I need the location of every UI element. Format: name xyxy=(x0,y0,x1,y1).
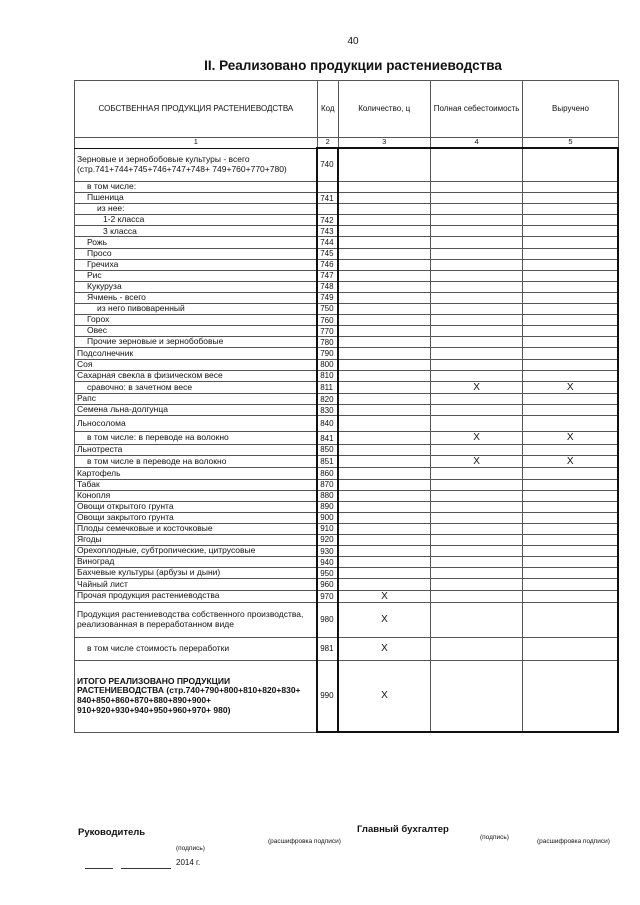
row-quantity xyxy=(338,326,430,337)
row-quantity xyxy=(338,359,430,370)
col-number: 4 xyxy=(430,138,523,149)
row-name: Овощи закрытого грунта xyxy=(75,512,318,523)
row-code: 800 xyxy=(317,359,338,370)
row-revenue: X xyxy=(523,381,618,394)
row-quantity: X xyxy=(338,638,430,661)
row-cost xyxy=(430,490,523,501)
row-revenue xyxy=(523,182,618,193)
row-revenue xyxy=(523,603,618,638)
row-name: Продукция растениеводства собственного производства, реализованная в переработанном виде xyxy=(75,603,318,638)
row-cost xyxy=(430,405,523,416)
row-cost xyxy=(430,259,523,270)
row-name: Виноград xyxy=(75,557,318,568)
column-numbers-row xyxy=(75,138,619,149)
row-name: в том числе в переводе на волокно xyxy=(75,455,318,468)
row-code: 940 xyxy=(317,557,338,568)
row-quantity xyxy=(338,535,430,546)
row-name: Овес xyxy=(75,326,318,337)
row-code: 744 xyxy=(317,237,338,248)
table-row xyxy=(75,661,619,733)
row-revenue: X xyxy=(523,455,618,468)
month-line xyxy=(121,868,171,869)
row-code: 960 xyxy=(317,579,338,590)
row-revenue xyxy=(523,512,618,523)
row-quantity: X xyxy=(338,661,430,733)
row-name: Конопля xyxy=(75,490,318,501)
row-cost xyxy=(430,315,523,326)
row-cost: X xyxy=(430,455,523,468)
row-quantity xyxy=(338,337,430,348)
row-revenue xyxy=(523,638,618,661)
table-row xyxy=(75,501,619,512)
row-revenue xyxy=(523,479,618,490)
row-cost xyxy=(430,579,523,590)
row-code: 820 xyxy=(317,394,338,405)
row-code: 760 xyxy=(317,315,338,326)
accountant-signature-caption: (подпись) xyxy=(480,834,509,841)
row-name: Рапс xyxy=(75,394,318,405)
row-name: Соя xyxy=(75,359,318,370)
table-row xyxy=(75,444,619,455)
row-quantity xyxy=(338,259,430,270)
row-name: Подсолнечник xyxy=(75,348,318,359)
table-row xyxy=(75,193,619,204)
row-quantity xyxy=(338,394,430,405)
row-quantity xyxy=(338,381,430,394)
row-name: Плоды семечковые и косточковые xyxy=(75,523,318,534)
header-quantity: Количество, ц xyxy=(338,81,430,138)
row-revenue xyxy=(523,557,618,568)
section-title: II. Реализовано продукции растениеводства xyxy=(204,58,502,73)
row-quantity: X xyxy=(338,603,430,638)
row-quantity xyxy=(338,215,430,226)
row-quantity xyxy=(338,455,430,468)
table-row xyxy=(75,394,619,405)
row-cost xyxy=(430,523,523,534)
table-row xyxy=(75,237,619,248)
row-name: Льносолома xyxy=(75,416,318,432)
row-name: 3 класса xyxy=(75,226,318,237)
row-cost xyxy=(430,348,523,359)
row-revenue xyxy=(523,248,618,259)
col-number: 2 xyxy=(317,138,338,149)
row-code: 900 xyxy=(317,512,338,523)
row-quantity xyxy=(338,501,430,512)
row-quantity xyxy=(338,193,430,204)
table-row xyxy=(75,468,619,479)
row-cost: X xyxy=(430,381,523,394)
row-name: Бахчевые культуры (арбузы и дыни) xyxy=(75,568,318,579)
row-quantity xyxy=(338,315,430,326)
row-cost xyxy=(430,394,523,405)
row-revenue xyxy=(523,579,618,590)
day-line xyxy=(85,868,113,869)
table-row xyxy=(75,512,619,523)
table-row xyxy=(75,226,619,237)
row-cost xyxy=(430,479,523,490)
row-quantity xyxy=(338,182,430,193)
row-revenue xyxy=(523,501,618,512)
row-name: Зерновые и зернобобовые культуры - всего (стр.741+744+745+746+747+748+ 749+760+770+780) xyxy=(75,148,318,182)
row-quantity xyxy=(338,405,430,416)
table-row xyxy=(75,579,619,590)
row-quantity xyxy=(338,148,430,182)
table-row xyxy=(75,304,619,315)
row-name: 1-2 класса xyxy=(75,215,318,226)
row-quantity xyxy=(338,546,430,557)
row-name: Чайный лист xyxy=(75,579,318,590)
row-cost xyxy=(430,204,523,215)
row-cost xyxy=(430,182,523,193)
row-quantity xyxy=(338,557,430,568)
row-name: Прочая продукция растениеводства xyxy=(75,590,318,603)
row-revenue xyxy=(523,337,618,348)
row-cost xyxy=(430,148,523,182)
table-row xyxy=(75,590,619,603)
row-name: Просо xyxy=(75,248,318,259)
row-revenue xyxy=(523,359,618,370)
table-row xyxy=(75,455,619,468)
row-name: Рожь xyxy=(75,237,318,248)
row-quantity xyxy=(338,416,430,432)
col-number: 5 xyxy=(523,138,618,149)
row-name: сравочно: в зачетном весе xyxy=(75,381,318,394)
row-code: 850 xyxy=(317,444,338,455)
header-name: СОБСТВЕННАЯ ПРОДУКЦИЯ РАСТЕНИЕВОДСТВА xyxy=(75,81,318,138)
table-row xyxy=(75,370,619,381)
row-cost xyxy=(430,292,523,303)
row-revenue xyxy=(523,416,618,432)
row-cost xyxy=(430,568,523,579)
table-row xyxy=(75,337,619,348)
row-quantity xyxy=(338,444,430,455)
table-row xyxy=(75,405,619,416)
row-cost xyxy=(430,270,523,281)
table-row xyxy=(75,182,619,193)
row-cost xyxy=(430,557,523,568)
row-quantity xyxy=(338,432,430,445)
row-cost xyxy=(430,281,523,292)
row-revenue xyxy=(523,259,618,270)
row-revenue xyxy=(523,546,618,557)
table-row xyxy=(75,535,619,546)
row-code: 860 xyxy=(317,468,338,479)
row-cost xyxy=(430,638,523,661)
row-revenue xyxy=(523,523,618,534)
row-name: ИТОГО РЕАЛИЗОВАНО ПРОДУКЦИИ РАСТЕНИЕВОДСТВА (стр.740+790+800+810+820+830+ 840+850+860+870+880+890+900+ 910+920+930+940+950+960+970+ 980) xyxy=(75,661,318,733)
row-code: 810 xyxy=(317,370,338,381)
row-revenue xyxy=(523,394,618,405)
row-name: Семена льна-долгунца xyxy=(75,405,318,416)
header-cost: Полная себестоимость xyxy=(430,81,523,138)
accountant-decode-caption: (расшифровка подписи) xyxy=(537,838,610,845)
row-code: 746 xyxy=(317,259,338,270)
table-row xyxy=(75,215,619,226)
row-name: Картофель xyxy=(75,468,318,479)
row-quantity xyxy=(338,248,430,259)
row-quantity xyxy=(338,490,430,501)
row-revenue xyxy=(523,326,618,337)
row-code: 920 xyxy=(317,535,338,546)
row-revenue xyxy=(523,204,618,215)
table-row xyxy=(75,546,619,557)
row-revenue xyxy=(523,270,618,281)
row-cost xyxy=(430,215,523,226)
row-cost xyxy=(430,326,523,337)
row-quantity xyxy=(338,304,430,315)
row-name: из него пивоваренный xyxy=(75,304,318,315)
row-code: 740 xyxy=(317,148,338,182)
row-revenue xyxy=(523,281,618,292)
row-cost xyxy=(430,237,523,248)
header-revenue: Выручено xyxy=(523,81,618,138)
row-code: 880 xyxy=(317,490,338,501)
row-code: 811 xyxy=(317,381,338,394)
row-code: 770 xyxy=(317,326,338,337)
row-quantity xyxy=(338,237,430,248)
table-row xyxy=(75,568,619,579)
row-quantity xyxy=(338,512,430,523)
row-cost xyxy=(430,370,523,381)
row-cost: X xyxy=(430,432,523,445)
table-row xyxy=(75,292,619,303)
row-name: из нее: xyxy=(75,204,318,215)
row-code: 890 xyxy=(317,501,338,512)
row-code: 981 xyxy=(317,638,338,661)
row-quantity xyxy=(338,479,430,490)
row-quantity xyxy=(338,370,430,381)
row-code: 749 xyxy=(317,292,338,303)
row-code: 742 xyxy=(317,215,338,226)
row-revenue xyxy=(523,226,618,237)
row-revenue xyxy=(523,535,618,546)
row-code: 930 xyxy=(317,546,338,557)
row-code: 748 xyxy=(317,281,338,292)
head-decode-caption: (расшифровка подписи) xyxy=(268,838,341,845)
row-cost xyxy=(430,248,523,259)
row-cost xyxy=(430,661,523,733)
row-revenue xyxy=(523,148,618,182)
row-quantity xyxy=(338,348,430,359)
production-table xyxy=(74,80,619,733)
row-name: Сахарная свекла в физическом весе xyxy=(75,370,318,381)
row-code: 790 xyxy=(317,348,338,359)
table-row xyxy=(75,148,619,182)
row-name: Гречиха xyxy=(75,259,318,270)
row-revenue xyxy=(523,348,618,359)
row-name: в том числе стоимость переработки xyxy=(75,638,318,661)
row-code: 830 xyxy=(317,405,338,416)
row-code: 910 xyxy=(317,523,338,534)
table-row xyxy=(75,416,619,432)
row-code: 745 xyxy=(317,248,338,259)
row-revenue xyxy=(523,444,618,455)
page-number: 40 xyxy=(347,36,359,47)
row-code: 841 xyxy=(317,432,338,445)
year-text: 2014 г. xyxy=(176,858,201,867)
row-cost xyxy=(430,359,523,370)
row-quantity xyxy=(338,468,430,479)
row-revenue xyxy=(523,468,618,479)
table-row xyxy=(75,523,619,534)
table-row xyxy=(75,204,619,215)
row-code: 741 xyxy=(317,193,338,204)
row-revenue xyxy=(523,237,618,248)
row-name: Пшеница xyxy=(75,193,318,204)
head-signature-caption: (подпись) xyxy=(176,845,205,852)
row-quantity xyxy=(338,226,430,237)
row-code: 851 xyxy=(317,455,338,468)
row-name: Орехоплодные, субтропические, цитрусовые xyxy=(75,546,318,557)
table-row xyxy=(75,248,619,259)
row-name: Горох xyxy=(75,315,318,326)
row-name: Ягоды xyxy=(75,535,318,546)
row-cost xyxy=(430,590,523,603)
table-row xyxy=(75,259,619,270)
row-cost xyxy=(430,337,523,348)
row-quantity xyxy=(338,292,430,303)
row-quantity xyxy=(338,204,430,215)
row-code: 970 xyxy=(317,590,338,603)
table-row xyxy=(75,381,619,394)
row-revenue xyxy=(523,193,618,204)
table-row xyxy=(75,270,619,281)
row-revenue xyxy=(523,292,618,303)
row-code: 990 xyxy=(317,661,338,733)
row-revenue xyxy=(523,661,618,733)
row-code: 950 xyxy=(317,568,338,579)
table-row xyxy=(75,348,619,359)
row-name: Кукуруза xyxy=(75,281,318,292)
row-code xyxy=(317,204,338,215)
row-code: 840 xyxy=(317,416,338,432)
row-revenue xyxy=(523,304,618,315)
row-name: Ячмень - всего xyxy=(75,292,318,303)
table-row xyxy=(75,432,619,445)
row-cost xyxy=(430,603,523,638)
row-quantity xyxy=(338,568,430,579)
table-row xyxy=(75,315,619,326)
table-row xyxy=(75,359,619,370)
row-cost xyxy=(430,512,523,523)
table-row xyxy=(75,281,619,292)
row-code xyxy=(317,182,338,193)
row-code: 743 xyxy=(317,226,338,237)
row-revenue xyxy=(523,490,618,501)
col-number: 1 xyxy=(75,138,318,149)
row-cost xyxy=(430,226,523,237)
row-revenue xyxy=(523,215,618,226)
row-code: 750 xyxy=(317,304,338,315)
row-quantity xyxy=(338,270,430,281)
row-cost xyxy=(430,546,523,557)
table-row xyxy=(75,557,619,568)
row-name: Табак xyxy=(75,479,318,490)
row-code: 747 xyxy=(317,270,338,281)
table-row xyxy=(75,479,619,490)
row-code: 780 xyxy=(317,337,338,348)
row-name: в том числе: xyxy=(75,182,318,193)
row-name: Рис xyxy=(75,270,318,281)
row-cost xyxy=(430,535,523,546)
row-cost xyxy=(430,304,523,315)
row-cost xyxy=(430,444,523,455)
row-revenue xyxy=(523,370,618,381)
row-code: 980 xyxy=(317,603,338,638)
row-quantity xyxy=(338,523,430,534)
accountant-label: Главный бухгалтер xyxy=(357,824,449,835)
row-quantity: X xyxy=(338,590,430,603)
row-revenue xyxy=(523,315,618,326)
row-code: 870 xyxy=(317,479,338,490)
table-row xyxy=(75,638,619,661)
row-name: Овощи открытого грунта xyxy=(75,501,318,512)
row-quantity xyxy=(338,579,430,590)
row-revenue xyxy=(523,590,618,603)
row-name: Льнотреста xyxy=(75,444,318,455)
row-name: Прочие зерновые и зернобобовые xyxy=(75,337,318,348)
row-name: в том числе: в переводе на волокно xyxy=(75,432,318,445)
row-cost xyxy=(430,501,523,512)
table-row xyxy=(75,326,619,337)
col-number: 3 xyxy=(338,138,430,149)
row-revenue: X xyxy=(523,432,618,445)
table-row xyxy=(75,603,619,638)
header-code: Код xyxy=(317,81,338,138)
row-revenue xyxy=(523,568,618,579)
row-cost xyxy=(430,193,523,204)
row-quantity xyxy=(338,281,430,292)
row-revenue xyxy=(523,405,618,416)
table-row xyxy=(75,490,619,501)
row-cost xyxy=(430,468,523,479)
head-label: Руководитель xyxy=(78,827,146,838)
row-cost xyxy=(430,416,523,432)
